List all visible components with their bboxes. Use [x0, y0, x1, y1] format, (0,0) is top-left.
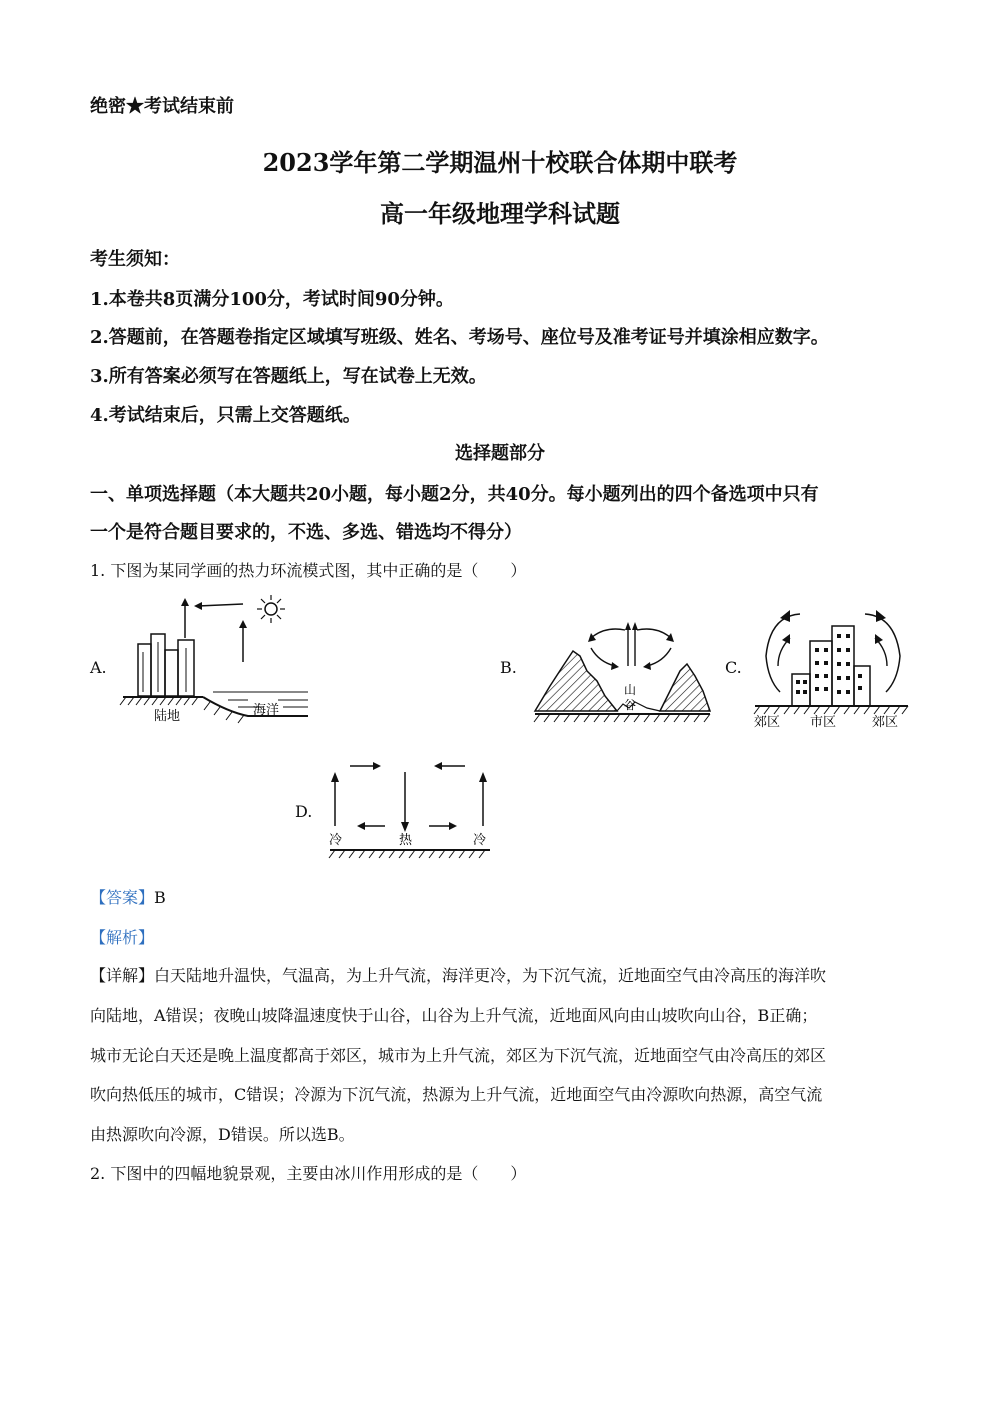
section-instruction: 一、单项选择题（本大题共20小题，每小题2分，共40分。每小题列出的四个备选项中只有 [90, 484, 819, 505]
label-suburb-left: 郊区 [754, 715, 781, 730]
label-valley: 谷 [624, 698, 637, 712]
option-d-label: D. [295, 802, 313, 821]
detail-line: 由热源吹向冷源，D错误。所以选B。 [90, 1125, 355, 1144]
label-hot: 热 [399, 833, 413, 848]
option-a-label: A. [90, 658, 107, 677]
notice-item: 2.答题前，在答题卷指定区域填写班级、姓名、考场号、座位号及准考证号并填涂相应数字。 [90, 327, 829, 348]
label-cold-left: 冷 [329, 833, 343, 848]
notice-heading: 考生须知： [90, 249, 180, 270]
option-c-label: C. [725, 658, 742, 677]
answer-line [90, 885, 166, 908]
option-d-diagram [325, 756, 495, 864]
option-c-diagram [750, 606, 915, 730]
section-title: 选择题部分 [455, 443, 545, 464]
detail-line: 吹向热低压的城市，C错误；冷源为下沉气流，热源为上升气流，近地面空气由冷源吹向热源，高空气流 [90, 1085, 823, 1104]
label-land: 陆地 [154, 709, 181, 724]
label-mountain: 山 [624, 683, 637, 697]
detail-line: 城市无论白天还是晚上温度都高于郊区，城市为上升气流，郊区为下沉气流，近地面空气由冷高压的郊区 [90, 1046, 827, 1065]
notice-item: 1.本卷共8页满分100分，考试时间90分钟。 [90, 289, 454, 310]
section-instruction: 一个是符合题目要求的，不选、多选、错选均不得分） [90, 522, 522, 543]
exam-subtitle: 高一年级地理学科试题 [380, 199, 620, 228]
exam-title: 2023学年第二学期温州十校联合体期中联考 [262, 148, 738, 177]
analysis-tag: 【解析】 [90, 928, 155, 947]
question-2-stem: 2. 下图中的四幅地貌景观，主要由冰川作用形成的是（ ） [90, 1164, 527, 1183]
notice-item: 4.考试结束后，只需上交答题纸。 [90, 405, 361, 426]
detail-line: 向陆地，A错误；夜晚山坡降温速度快于山谷，山谷为上升气流，近地面风向由山坡吹向山谷，B正确； [90, 1006, 818, 1025]
answer-value: B [154, 888, 166, 907]
answer-tag: 【答案】 [90, 888, 155, 907]
detail-line: 【详解】白天陆地升温快，气温高，为上升气流，海洋更冷，为下沉气流，近地面空气由冷高压的海洋吹 [90, 966, 827, 985]
label-city: 市区 [810, 715, 837, 730]
option-b-diagram [525, 596, 720, 728]
option-b-label: B. [500, 658, 517, 677]
secret-label: 绝密★考试结束前 [90, 96, 234, 117]
option-a-diagram [118, 592, 318, 732]
question-1-stem: 1. 下图为某同学画的热力环流模式图，其中正确的是（ ） [90, 561, 527, 580]
label-cold-right: 冷 [473, 833, 487, 848]
notice-item: 3.所有答案必须写在答题纸上，写在试卷上无效。 [90, 366, 487, 387]
label-suburb-right: 郊区 [872, 715, 899, 730]
label-sea: 海洋 [253, 703, 280, 718]
